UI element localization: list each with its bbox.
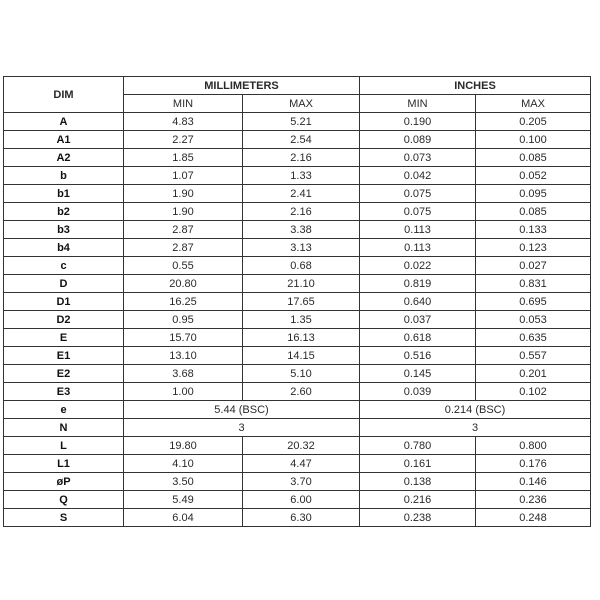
cell-mm-min: 2.87 (124, 239, 243, 257)
cell-in-min: 0.075 (360, 203, 476, 221)
table-row (4, 491, 591, 509)
cell-dim: S (4, 509, 124, 527)
table-row (4, 329, 591, 347)
cell-dim: Q (4, 491, 124, 509)
cell-dim: b3 (4, 221, 124, 239)
table-row (4, 257, 591, 275)
cell-mm-max: 3.13 (243, 239, 360, 257)
cell-in-max: 0.800 (476, 437, 591, 455)
cell-mm-min: 1.90 (124, 203, 243, 221)
table-row (4, 113, 591, 131)
cell-dim: b4 (4, 239, 124, 257)
cell-in-span: 3 (360, 419, 591, 437)
cell-mm-max: 5.21 (243, 113, 360, 131)
cell-in-span: 0.214 (BSC) (360, 401, 591, 419)
table-row (4, 473, 591, 491)
cell-in-min: 0.161 (360, 455, 476, 473)
cell-mm-min: 3.50 (124, 473, 243, 491)
table-row (4, 383, 591, 401)
cell-in-max: 0.236 (476, 491, 591, 509)
cell-dim: b2 (4, 203, 124, 221)
cell-in-max: 0.027 (476, 257, 591, 275)
cell-mm-max: 3.70 (243, 473, 360, 491)
cell-mm-min: 1.85 (124, 149, 243, 167)
cell-mm-max: 20.32 (243, 437, 360, 455)
cell-dim: b1 (4, 185, 124, 203)
cell-in-min: 0.618 (360, 329, 476, 347)
cell-mm-min: 1.00 (124, 383, 243, 401)
cell-mm-min: 6.04 (124, 509, 243, 527)
cell-in-max: 0.123 (476, 239, 591, 257)
cell-dim: A1 (4, 131, 124, 149)
cell-in-min: 0.022 (360, 257, 476, 275)
cell-mm-max: 1.35 (243, 311, 360, 329)
cell-in-max: 0.557 (476, 347, 591, 365)
cell-mm-min: 0.55 (124, 257, 243, 275)
cell-in-max: 0.635 (476, 329, 591, 347)
header-in-max: MAX (476, 95, 591, 113)
cell-in-min: 0.640 (360, 293, 476, 311)
cell-mm-min: 16.25 (124, 293, 243, 311)
table-row (4, 239, 591, 257)
table-row (4, 365, 591, 383)
cell-in-min: 0.113 (360, 239, 476, 257)
table-row (4, 221, 591, 239)
cell-dim: L1 (4, 455, 124, 473)
cell-mm-max: 2.16 (243, 149, 360, 167)
cell-dim: E1 (4, 347, 124, 365)
table-row (4, 149, 591, 167)
cell-mm-max: 6.30 (243, 509, 360, 527)
cell-mm-max: 0.68 (243, 257, 360, 275)
cell-mm-min: 3.68 (124, 365, 243, 383)
table-row (4, 167, 591, 185)
cell-dim: A2 (4, 149, 124, 167)
cell-dim: c (4, 257, 124, 275)
cell-in-min: 0.037 (360, 311, 476, 329)
cell-in-max: 0.695 (476, 293, 591, 311)
cell-mm-min: 15.70 (124, 329, 243, 347)
cell-dim: D2 (4, 311, 124, 329)
cell-in-min: 0.089 (360, 131, 476, 149)
table-row (4, 185, 591, 203)
cell-mm-max: 1.33 (243, 167, 360, 185)
cell-in-max: 0.176 (476, 455, 591, 473)
header-in-min: MIN (360, 95, 476, 113)
cell-in-max: 0.085 (476, 149, 591, 167)
header-mm-max: MAX (243, 95, 360, 113)
cell-in-min: 0.113 (360, 221, 476, 239)
table-row (4, 437, 591, 455)
cell-in-min: 0.819 (360, 275, 476, 293)
cell-dim: D1 (4, 293, 124, 311)
cell-mm-max: 5.10 (243, 365, 360, 383)
cell-dim: E (4, 329, 124, 347)
header-inches: INCHES (360, 77, 591, 95)
cell-mm-max: 2.60 (243, 383, 360, 401)
cell-mm-max: 2.41 (243, 185, 360, 203)
cell-mm-max: 6.00 (243, 491, 360, 509)
cell-dim: A (4, 113, 124, 131)
cell-in-max: 0.205 (476, 113, 591, 131)
table-body (4, 113, 591, 527)
cell-in-min: 0.216 (360, 491, 476, 509)
cell-mm-min: 5.49 (124, 491, 243, 509)
cell-dim: L (4, 437, 124, 455)
table-row (4, 347, 591, 365)
cell-in-min: 0.073 (360, 149, 476, 167)
cell-in-min: 0.138 (360, 473, 476, 491)
table-row (4, 401, 591, 419)
cell-mm-span: 5.44 (BSC) (124, 401, 360, 419)
cell-in-min: 0.238 (360, 509, 476, 527)
cell-in-min: 0.145 (360, 365, 476, 383)
table-row (4, 419, 591, 437)
cell-in-min: 0.075 (360, 185, 476, 203)
cell-in-max: 0.100 (476, 131, 591, 149)
table-row (4, 509, 591, 527)
cell-in-min: 0.039 (360, 383, 476, 401)
cell-mm-min: 2.87 (124, 221, 243, 239)
cell-mm-max: 4.47 (243, 455, 360, 473)
header-row-groups (4, 77, 591, 95)
cell-in-max: 0.146 (476, 473, 591, 491)
cell-in-max: 0.052 (476, 167, 591, 185)
cell-mm-max: 2.16 (243, 203, 360, 221)
table-row (4, 455, 591, 473)
table-row (4, 275, 591, 293)
dimensions-table (3, 76, 591, 527)
cell-mm-max: 17.65 (243, 293, 360, 311)
cell-mm-min: 20.80 (124, 275, 243, 293)
cell-dim: E2 (4, 365, 124, 383)
cell-in-max: 0.201 (476, 365, 591, 383)
cell-mm-min: 4.10 (124, 455, 243, 473)
cell-in-max: 0.133 (476, 221, 591, 239)
cell-mm-span: 3 (124, 419, 360, 437)
table-row (4, 293, 591, 311)
cell-in-min: 0.516 (360, 347, 476, 365)
header-dim: DIM (4, 77, 124, 113)
cell-in-max: 0.085 (476, 203, 591, 221)
cell-mm-min: 2.27 (124, 131, 243, 149)
cell-dim: E3 (4, 383, 124, 401)
cell-mm-min: 4.83 (124, 113, 243, 131)
cell-mm-min: 1.90 (124, 185, 243, 203)
cell-in-min: 0.190 (360, 113, 476, 131)
cell-mm-min: 1.07 (124, 167, 243, 185)
table-row (4, 311, 591, 329)
table-row (4, 203, 591, 221)
cell-dim: b (4, 167, 124, 185)
cell-mm-max: 16.13 (243, 329, 360, 347)
cell-in-max: 0.053 (476, 311, 591, 329)
cell-mm-min: 13.10 (124, 347, 243, 365)
cell-dim: D (4, 275, 124, 293)
cell-in-max: 0.095 (476, 185, 591, 203)
cell-in-max: 0.831 (476, 275, 591, 293)
cell-mm-max: 21.10 (243, 275, 360, 293)
cell-dim: e (4, 401, 124, 419)
cell-mm-max: 14.15 (243, 347, 360, 365)
cell-mm-min: 0.95 (124, 311, 243, 329)
cell-mm-min: 19.80 (124, 437, 243, 455)
table-header (4, 77, 591, 113)
header-millimeters: MILLIMETERS (124, 77, 360, 95)
cell-in-max: 0.102 (476, 383, 591, 401)
header-mm-min: MIN (124, 95, 243, 113)
cell-in-min: 0.780 (360, 437, 476, 455)
table-row (4, 131, 591, 149)
cell-mm-max: 3.38 (243, 221, 360, 239)
cell-in-min: 0.042 (360, 167, 476, 185)
cell-dim: N (4, 419, 124, 437)
cell-mm-max: 2.54 (243, 131, 360, 149)
cell-in-max: 0.248 (476, 509, 591, 527)
cell-dim: øP (4, 473, 124, 491)
